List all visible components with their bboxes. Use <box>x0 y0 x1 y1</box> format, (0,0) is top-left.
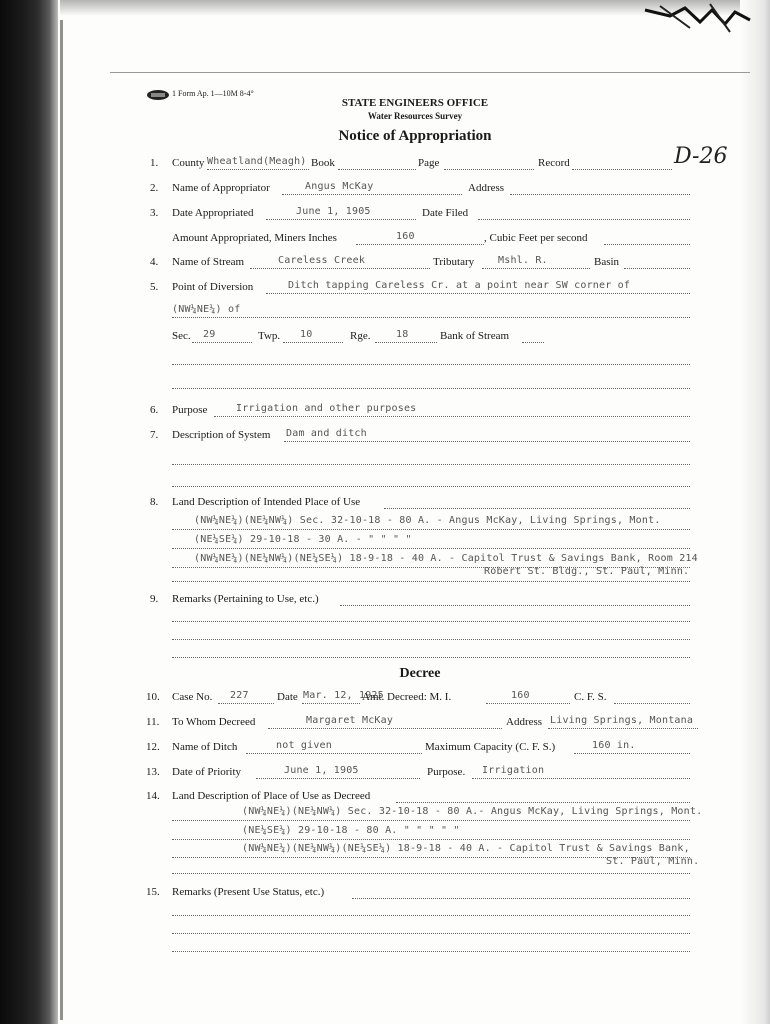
record-label: Record <box>538 157 570 169</box>
bank-label: Bank of Stream <box>440 330 510 342</box>
diversion-value-cont: (NW¼NE¼) of <box>172 304 241 315</box>
item-number: 15. <box>146 886 160 898</box>
ditch-value: not given <box>276 740 332 751</box>
case-no-label: Case No. <box>172 691 213 703</box>
max-capacity-value: 160 in. <box>592 740 636 751</box>
address-decree-value: Living Springs, Montana <box>550 715 694 726</box>
date-appropriated-value: June 1, 1905 <box>296 206 371 217</box>
max-capacity-label: Maximum Capacity (C. F. S.) <box>425 741 556 753</box>
county-value: Wheatland(Meagh) <box>207 156 307 167</box>
land-description-label: Land Description of Intended Place of Use <box>172 496 361 508</box>
purpose-decree-value: Irrigation <box>482 765 545 776</box>
rge-value: 18 <box>396 329 409 340</box>
form-id: 1 Form Ap. 1—10M 8-4° <box>172 89 254 98</box>
item-number: 14. <box>146 790 160 802</box>
sec-label: Sec. <box>172 330 191 342</box>
appropriator-value: Angus McKay <box>305 181 374 192</box>
address-decree-label: Address <box>506 716 543 728</box>
sec-value: 29 <box>203 329 216 340</box>
priority-value: June 1, 1905 <box>284 765 359 776</box>
item-number: 13. <box>146 766 160 778</box>
date-appropriated-label: Date Appropriated <box>172 207 254 219</box>
date-filed-label: Date Filed <box>422 207 469 219</box>
item-number: 5. <box>150 281 159 293</box>
item-number: 1. <box>150 157 159 169</box>
address-label: Address <box>468 182 505 194</box>
file-code: D-26 <box>674 144 728 169</box>
purpose-label: Purpose <box>172 404 208 416</box>
item-number: 9. <box>150 593 159 605</box>
system-value: Dam and ditch <box>286 428 367 439</box>
ditch-label: Name of Ditch <box>172 741 238 753</box>
priority-label: Date of Priority <box>172 766 242 778</box>
book-label: Book <box>311 157 335 169</box>
cfs-label-decree: C. F. S. <box>574 691 607 703</box>
cfs-label: , Cubic Feet per second <box>484 232 588 244</box>
amount-value: 160 <box>396 231 415 242</box>
binding-edge <box>60 20 63 1020</box>
amt-decreed-label: Amt. Decreed: M. I. <box>362 691 452 703</box>
diversion-value: Ditch tapping Careless Cr. at a point near SW corner of <box>288 280 631 291</box>
amount-label: Amount Appropriated, Miners Inches <box>172 232 337 244</box>
land-decreed-line: (NW¼NE¼)(NE¼NW¼) Sec. 32-10-18 - 80 A.- Angus McKay, Living Springs, Mont. <box>242 806 703 817</box>
corner-scribble <box>640 2 760 36</box>
land-decreed-label: Land Description of Place of Use as Decreed <box>172 790 371 802</box>
twp-value: 10 <box>300 329 313 340</box>
tributary-value: Mshl. R. <box>498 255 548 266</box>
to-whom-label: To Whom Decreed <box>172 716 256 728</box>
remarks-present-label: Remarks (Present Use Status, etc.) <box>172 886 325 898</box>
appropriator-label: Name of Appropriator <box>172 182 270 194</box>
item-number: 2. <box>150 182 159 194</box>
item-number: 6. <box>150 404 159 416</box>
form-stamp-icon <box>145 89 171 101</box>
to-whom-value: Margaret McKay <box>306 715 394 726</box>
basin-label: Basin <box>594 256 620 268</box>
survey-heading: Water Resources Survey <box>367 111 463 121</box>
land-decreed-line: St. Paul, Minn. <box>606 856 700 867</box>
diversion-label: Point of Diversion <box>172 281 254 293</box>
office-heading: STATE ENGINEERS OFFICE <box>341 97 489 109</box>
purpose-decree-label: Purpose. <box>427 766 466 778</box>
decree-heading: Decree <box>399 666 441 681</box>
item-number: 10. <box>146 691 160 703</box>
item-number: 12. <box>146 741 160 753</box>
purpose-value: Irrigation and other purposes <box>236 403 417 414</box>
item-number: 11. <box>146 716 160 728</box>
item-number: 8. <box>150 496 159 508</box>
land-decreed-line: (NE¼SE¼) 29-10-18 - 80 A. " " " " " <box>242 825 460 836</box>
item-number: 4. <box>150 256 159 268</box>
twp-label: Twp. <box>258 330 281 342</box>
stream-label: Name of Stream <box>172 256 245 268</box>
case-no-value: 227 <box>230 690 249 701</box>
stream-value: Careless Creek <box>278 255 366 266</box>
decree-date-label: Date <box>277 691 298 703</box>
item-number: 7. <box>150 429 159 441</box>
land-decreed-line: (NW¼NE¼)(NE¼NW¼)(NE¼SE¼) 18-9-18 - 40 A. - Capitol Trust & Savings Bank, <box>242 843 690 854</box>
land-description-line: (NW¼NE¼)(NE¼NW¼)(NE¼SE¼) 18-9-18 - 40 A. - Capitol Trust & Savings Bank, Room 214 <box>194 553 698 564</box>
binding-shadow <box>0 0 58 1024</box>
land-description-line: (NW¼NE¼)(NE¼NW¼) Sec. 32-10-18 - 80 A. - Angus McKay, Living Springs, Mont. <box>194 515 661 526</box>
remarks-use-label: Remarks (Pertaining to Use, etc.) <box>172 593 319 605</box>
land-description-line: (NE¼SE¼) 29-10-18 - 30 A. - " " " " <box>194 534 412 545</box>
county-label: County <box>172 157 205 169</box>
rge-label: Rge. <box>350 330 371 342</box>
system-label: Description of System <box>172 429 271 441</box>
land-description-line: Robert St. Bldg., St. Paul, Minn. <box>484 566 690 577</box>
page-title: Notice of Appropriation <box>338 128 492 144</box>
mi-value: 160 <box>511 690 530 701</box>
tributary-label: Tributary <box>433 256 475 268</box>
decree-date-value: Mar. 12, 1925 <box>303 690 384 701</box>
item-number: 3. <box>150 207 159 219</box>
page-label: Page <box>418 157 440 169</box>
